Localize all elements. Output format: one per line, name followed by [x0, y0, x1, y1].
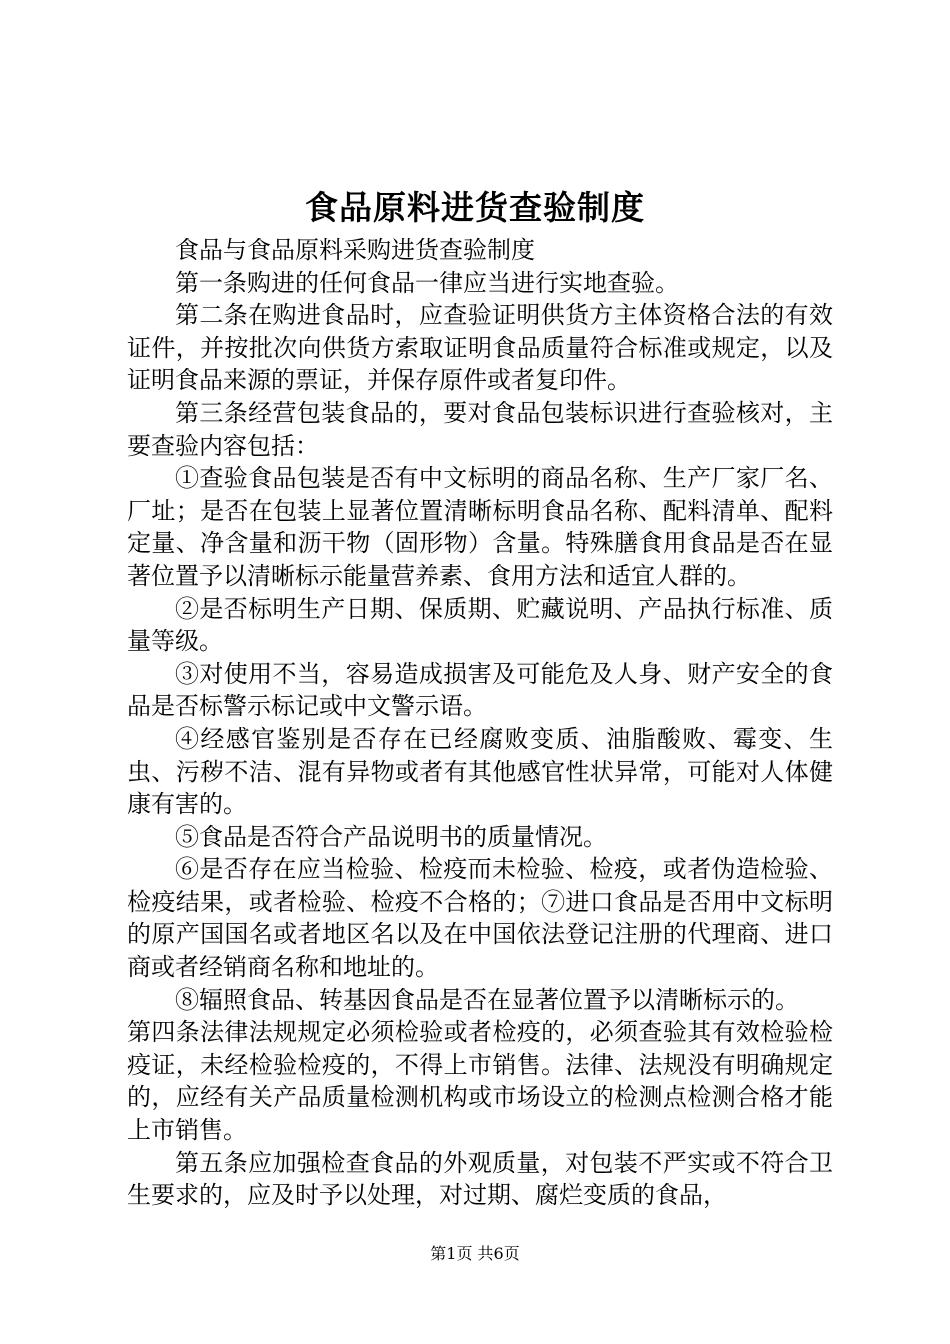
paragraph-item-1: ①查验食品包装是否有中文标明的商品名称、生产厂家厂名、厂址；是否在包装上显著位置清晰标明食品名称、配料清单、配料定量、净含量和沥干物（固形物）含量。特殊膳食用食品是否在显著位置予以清晰标示能量营养素、食用方法和适宜人群的。 [127, 464, 833, 590]
paragraph-item-6-7: ⑥是否存在应当检验、检疫而未检验、检疫，或者伪造检验、检疫结果，或者检验、检疫不合格的；⑦进口食品是否用中文标明的原产国国名或者地区名以及在中国依法登记注册的代理商、进口商或者经销商名称和地址的。 [127, 855, 833, 982]
paragraph-subtitle: 食品与食品原料采购进货查验制度 [175, 236, 535, 264]
paragraph-article-4: 第四条法律法规规定必须检验或者检疫的，必须查验其有效检验检疫证，未经检验检疫的，不得上市销售。法律、法规没有明确规定的，应经有关产品质量检测机构或市场设立的检测点检测合格才能上市销售。 [127, 1018, 833, 1145]
paragraph-article-1: 第一条购进的任何食品一律应当进行实地查验。 [175, 268, 679, 297]
page-number-footer: 第1页 共6页 [430, 1244, 520, 1263]
paragraph-item-3: ③对使用不当，容易造成损害及可能危及人身、财产安全的食品是否标警示标记或中文警示语。 [127, 659, 833, 721]
paragraph-item-8: ⑧辐照食品、转基因食品是否在显著位置予以清晰标示的。 [175, 985, 799, 1014]
document-title: 食品原料进货查验制度 [305, 188, 645, 227]
paragraph-article-2: 第二条在购进食品时，应查验证明供货方主体资格合法的有效证件，并按批次向供货方索取证明食品质量符合标准或规定，以及证明食品来源的票证，并保存原件或者复印件。 [127, 301, 833, 395]
paragraph-article-3: 第三条经营包装食品的，要对食品包装标识进行查验核对，主要查验内容包括： [127, 398, 833, 460]
paragraph-article-5: 第五条应加强检查食品的外观质量，对包装不严实或不符合卫生要求的，应及时予以处理，对过期、腐烂变质的食品， [127, 1148, 833, 1210]
document-body [127, 234, 833, 1212]
paragraph-item-2: ②是否标明生产日期、保质期、贮藏说明、产品执行标准、质量等级。 [127, 594, 833, 656]
paragraph-item-5: ⑤食品是否符合产品说明书的质量情况。 [175, 822, 607, 851]
paragraph-item-4: ④经感官鉴别是否存在已经腐败变质、油脂酸败、霉变、生虫、污秽不洁、混有异物或者有其他感官性状异常，可能对人体健康有害的。 [127, 724, 833, 819]
